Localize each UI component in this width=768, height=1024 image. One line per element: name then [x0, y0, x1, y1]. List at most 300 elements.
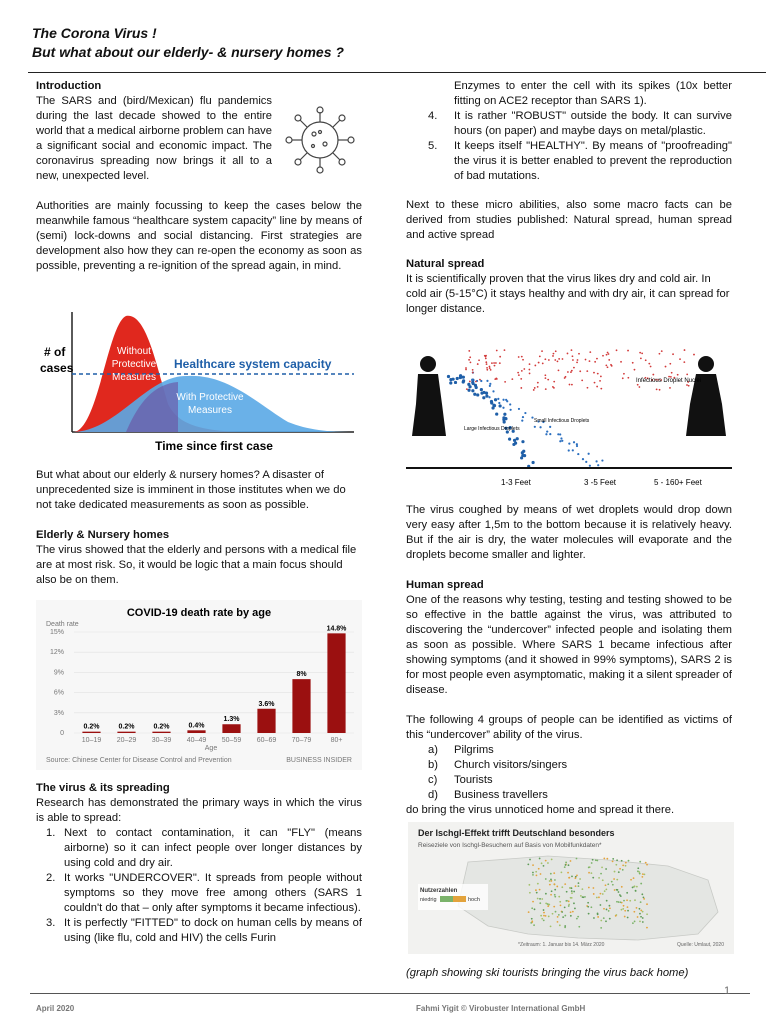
droplet [552, 355, 554, 357]
droplet [572, 449, 574, 451]
map-dot [639, 920, 641, 922]
droplet [573, 367, 575, 369]
map-dot [604, 890, 606, 892]
droplet [518, 374, 520, 376]
droplet [558, 358, 560, 360]
map-dot [555, 911, 557, 913]
map-legend-high: hoch [468, 897, 480, 903]
droplet [599, 380, 601, 382]
droplet [491, 362, 493, 364]
group-item-c [406, 773, 732, 788]
chart-x-tick: 20–29 [116, 737, 137, 744]
authorities-text: Authorities are mainly focussing to keep the cases below the meanwhile famous “healthcare system capacity” line by means of (semi) lock-downs and social distancing. First strategies are development also how they can re-open the economy as soon as possible, preventing a re-ignition of the spread again, in mind. [36, 200, 362, 272]
map-dot [576, 918, 578, 920]
map-dot [571, 892, 573, 894]
droplet [600, 376, 602, 378]
without-label-2: Protective [111, 359, 157, 370]
right-list-block [406, 79, 732, 184]
droplet [511, 378, 513, 380]
map-dot [561, 886, 563, 888]
ischgl-map-figure [408, 822, 734, 954]
map-dot [566, 891, 568, 893]
map-dot [593, 917, 595, 919]
droplet [471, 379, 473, 381]
droplet [477, 363, 479, 365]
spread-item-1-num: 1. [46, 827, 56, 839]
droplet [594, 361, 596, 363]
map-dot [564, 866, 566, 868]
spreading-block [36, 781, 362, 946]
footer-author: Fahmi Yigit © Virobuster International GmbH [416, 1004, 586, 1013]
droplet [521, 419, 523, 421]
droplet [505, 399, 507, 401]
droplet [465, 367, 467, 369]
droplet [467, 389, 470, 392]
map-land [458, 856, 718, 940]
chart-bar [187, 730, 205, 733]
map-dot [600, 927, 602, 929]
droplet [520, 387, 522, 389]
droplet [569, 384, 571, 386]
droplet [632, 362, 634, 364]
without-label-1: Without [117, 346, 151, 357]
map-dot [600, 873, 602, 875]
map-dot [626, 899, 628, 901]
macro-block [406, 198, 732, 243]
chart-bar [117, 732, 135, 733]
droplet [677, 374, 679, 376]
droplet [471, 389, 474, 392]
map-dot [527, 863, 529, 865]
natural-block [406, 257, 732, 317]
droplet [489, 367, 491, 369]
droplet [517, 372, 519, 374]
map-dot [627, 906, 629, 908]
droplet [534, 426, 536, 428]
map-dot [609, 905, 611, 907]
droplet [531, 461, 534, 464]
droplet [568, 449, 570, 451]
droplet [641, 352, 643, 354]
droplet [585, 461, 587, 463]
spread-item-3-num: 3. [46, 917, 56, 929]
droplet [541, 350, 543, 352]
droplet-text: The virus coughed by means of wet droplets would drop down very easy after 1,5m to the bottom because it is relatively heavy. But if the air is dry, the water molecules will evaporate and the droplets become smaller and lighter. [406, 504, 732, 561]
map-dot [603, 858, 605, 860]
droplet [672, 353, 674, 355]
droplet [620, 361, 622, 363]
droplet [498, 402, 500, 404]
droplet [493, 362, 495, 364]
spread-item-5 [406, 139, 732, 184]
map-dot [587, 906, 589, 908]
droplet [597, 464, 599, 466]
map-dot [565, 864, 567, 866]
map-dot [557, 916, 559, 918]
map-dot [558, 914, 560, 916]
droplet [537, 386, 539, 388]
without-label-3: Measures [112, 372, 156, 383]
map-dot [600, 920, 602, 922]
map-dot [637, 916, 639, 918]
chart-y-tick: 6% [53, 689, 64, 697]
droplet [581, 379, 583, 381]
droplet [489, 366, 491, 368]
map-dot [570, 860, 572, 862]
droplet [502, 407, 504, 409]
curve-x-label: Time since first case [155, 439, 273, 453]
map-dot [539, 902, 541, 904]
spread-item-1 [36, 826, 362, 871]
map-dot [592, 877, 594, 879]
map-dot [605, 868, 607, 870]
map-dot [621, 909, 623, 911]
footer-divider [30, 993, 750, 994]
droplet [479, 379, 481, 381]
map-dot [588, 913, 590, 915]
droplet [634, 369, 636, 371]
map-dot [568, 904, 570, 906]
droplet [545, 388, 547, 390]
spread-item-2 [36, 871, 362, 916]
droplet [589, 351, 591, 353]
map-dot [559, 901, 561, 903]
group-item-d [406, 788, 732, 803]
droplet [494, 398, 497, 401]
droplet [559, 440, 561, 442]
map-dot [531, 918, 533, 920]
bring-text: do bring the virus unnoticed home and spread it there. [406, 804, 675, 816]
map-dot [539, 889, 541, 891]
map-dot [593, 893, 595, 895]
distance-1: 1-3 Feet [501, 478, 531, 487]
map-dot [532, 864, 534, 866]
disaster-block [36, 468, 362, 513]
droplet [688, 385, 690, 387]
chart-x-tick: 50–59 [221, 737, 242, 744]
enzymes-text: Enzymes to enter the cell with its spikes (10x better fitting on ACE2 receptor than SARS 1). [454, 80, 732, 107]
map-dot [539, 858, 541, 860]
droplet [495, 377, 497, 379]
chart-y-tick: 15% [49, 629, 64, 636]
map-dot [562, 916, 564, 918]
map-dot [580, 895, 582, 897]
map-svg [408, 822, 734, 954]
map-dot [554, 894, 556, 896]
map-dot [573, 902, 575, 904]
droplet-text-block [406, 503, 732, 563]
chart-x-label: Age [204, 745, 218, 752]
map-dot [572, 911, 574, 913]
chart-y-tick: 0 [60, 730, 64, 737]
droplet [529, 373, 531, 375]
map-dot [606, 900, 608, 902]
droplet [538, 362, 540, 364]
map-dot [550, 925, 552, 927]
group-item-b [406, 758, 732, 773]
map-dot [625, 862, 627, 864]
group-d-letter: d) [428, 789, 438, 801]
right-person-icon [686, 356, 726, 436]
droplet [495, 362, 497, 364]
droplet [576, 445, 578, 447]
map-dot [639, 908, 641, 910]
droplet [466, 388, 468, 390]
map-dot [609, 907, 611, 909]
spread-item-5-num: 5. [428, 140, 438, 152]
droplet [559, 433, 561, 435]
droplet [589, 465, 591, 467]
map-dot [543, 915, 545, 917]
map-dot [611, 881, 613, 883]
map-dot [600, 893, 602, 895]
map-dot [541, 862, 543, 864]
droplet [518, 356, 520, 358]
map-dot [577, 916, 579, 918]
map-dot [581, 888, 583, 890]
map-dot [613, 878, 615, 880]
map-dot [539, 898, 541, 900]
map-dot [615, 915, 617, 917]
droplet [468, 359, 470, 361]
map-dot [620, 901, 622, 903]
map-dot [627, 917, 629, 919]
droplet [659, 353, 661, 355]
human-text: One of the reasons why testing, testing and testing showed to be so effective in the battle against the virus, was attributed to discovering the “undercover” infected people and isolating them as soon as possible. Where SARS 1 became infectious after showing symptoms (and it showed in 99% symptoms), SARS 2 is for most people even asymptomatic, making it a silent spreader of disease. [406, 594, 732, 696]
map-dot [543, 909, 545, 911]
footer-date: April 2020 [36, 1004, 75, 1013]
droplet [488, 396, 490, 398]
droplet [571, 349, 573, 351]
distance-3: 5 - 160+ Feet [654, 478, 702, 487]
droplet [608, 359, 610, 361]
droplet [485, 361, 487, 363]
map-dot [622, 869, 624, 871]
droplet [671, 372, 673, 374]
map-dot [545, 893, 547, 895]
droplet [645, 359, 647, 361]
droplet [494, 365, 496, 367]
map-dot [598, 896, 600, 898]
chart-y-label: Death rate [46, 621, 79, 628]
macro-text: Next to these micro abilities, also some macro facts can be derived from studies published: Natural spread, human spread and active spread [406, 199, 732, 241]
droplet [475, 386, 478, 389]
chart-x-tick: 10–19 [81, 737, 102, 744]
map-dot [554, 879, 556, 881]
label-infectious: Infectious Droplet Nuclei [636, 378, 702, 384]
elderly-text: The virus showed that the elderly and persons with a medical file are at most risk. So, it would be logic that a main focus should also be on them. [36, 544, 357, 586]
chart-bar [327, 633, 345, 733]
droplet [661, 350, 663, 352]
natural-text: It is scientifically proven that the virus likes dry and cold air. In cold air (5-15°C) it stays healthy and with dry air, it can spread for longer distance. [406, 273, 730, 315]
droplet [616, 349, 618, 351]
droplet [547, 379, 549, 381]
droplet [545, 433, 547, 435]
curve-y-label-2: cases [40, 361, 74, 375]
map-dot [645, 862, 647, 864]
map-dot [633, 911, 635, 913]
droplet [456, 377, 459, 380]
droplet [529, 363, 531, 365]
map-dot [606, 858, 608, 860]
map-dot [537, 883, 539, 885]
spread-item-4 [406, 109, 732, 139]
droplet [533, 389, 535, 391]
droplet [665, 366, 667, 368]
map-dot [529, 892, 531, 894]
droplet [486, 380, 488, 382]
map-dot [605, 888, 607, 890]
map-dot [592, 859, 594, 861]
map-dot [616, 859, 618, 861]
chart-data-label: 0.4% [188, 722, 205, 730]
title-divider [28, 72, 766, 73]
map-dot [596, 897, 598, 899]
chart-bar [82, 732, 100, 733]
map-dot [532, 874, 534, 876]
droplet [482, 396, 485, 399]
droplet [544, 374, 546, 376]
droplet [539, 426, 541, 428]
map-dot [641, 876, 643, 878]
map-dot [587, 902, 589, 904]
map-dot [574, 908, 576, 910]
droplet [622, 377, 624, 379]
map-dot [625, 865, 627, 867]
droplet [489, 385, 491, 387]
map-dot [541, 898, 543, 900]
map-dot [618, 891, 620, 893]
chart-y-tick: 12% [49, 649, 64, 657]
droplet [573, 441, 575, 443]
map-dot [547, 862, 549, 864]
droplet [542, 363, 544, 365]
map-dot [547, 905, 549, 907]
droplet [467, 383, 470, 386]
droplet [539, 355, 541, 357]
map-dot [642, 911, 644, 913]
map-dot [640, 883, 642, 885]
map-dot [570, 911, 572, 913]
map-dot [568, 900, 570, 902]
droplet [557, 360, 559, 362]
groups-text: The following 4 groups of people can be identified as victims of this “undercover” ability of the virus. [406, 714, 732, 741]
droplet [571, 370, 573, 372]
map-dot [553, 883, 555, 885]
chart-data-label: 1.3% [223, 716, 240, 724]
map-dot [605, 884, 607, 886]
droplet [504, 381, 506, 383]
map-dot [639, 861, 641, 863]
map-dot [640, 916, 642, 918]
map-dot [621, 860, 623, 862]
map-dot [576, 858, 578, 860]
map-dot [635, 890, 637, 892]
spread-item-3 [36, 916, 362, 946]
map-dot [630, 879, 632, 881]
droplet [572, 359, 574, 361]
map-dot [548, 916, 550, 918]
elderly-heading: Elderly & Nursery homes [36, 529, 170, 541]
map-dot [573, 891, 575, 893]
droplet [523, 368, 525, 370]
map-dot [538, 868, 540, 870]
map-dot [570, 915, 572, 917]
intro-text: The SARS and (bird/Mexican) flu pandemics during the last decade showed to the entire world that a medical airborne problem can have a significant social and economic impact. The coronavirus spreading now brings it all to a new, unexpected level. [36, 95, 272, 182]
map-dot [619, 868, 621, 870]
droplet [518, 408, 520, 410]
droplet [499, 356, 501, 358]
flatten-curve-figure [38, 304, 358, 456]
map-dot [547, 903, 549, 905]
droplet [637, 384, 639, 386]
map-dot [640, 901, 642, 903]
map-dot [531, 920, 533, 922]
map-dot [565, 862, 567, 864]
droplet [555, 350, 557, 352]
droplet [582, 458, 584, 460]
human-block [406, 578, 732, 698]
droplet [544, 358, 546, 360]
droplet [567, 371, 569, 373]
map-dot [637, 867, 639, 869]
map-dot [550, 878, 552, 880]
droplet [587, 387, 589, 389]
map-dot [575, 885, 577, 887]
map-dot [612, 884, 614, 886]
map-dot [590, 906, 592, 908]
chart-x-tick: 80+ [330, 737, 343, 744]
map-dot [622, 864, 624, 866]
map-dot [588, 872, 590, 874]
group-d-text: Business travellers [454, 789, 548, 801]
map-dot [560, 905, 562, 907]
spread-item-4-text: It is rather "ROBUST" outside the body. It can survive hours (on paper) and maybe days on metal/plastic. [454, 110, 732, 137]
droplet [564, 377, 566, 379]
droplet [553, 353, 555, 355]
droplet [504, 349, 506, 351]
droplet [596, 386, 598, 388]
map-dot [554, 889, 556, 891]
droplet [561, 440, 563, 442]
map-dot [582, 896, 584, 898]
map-dot [608, 910, 610, 912]
map-dot [564, 926, 566, 928]
map-dot [615, 864, 617, 866]
droplet [470, 361, 472, 363]
droplet [683, 361, 685, 363]
droplet [499, 362, 501, 364]
droplet [560, 437, 562, 439]
droplet [503, 413, 506, 416]
droplet [589, 360, 591, 362]
droplet [553, 381, 555, 383]
droplet [478, 359, 480, 361]
map-dot [530, 922, 532, 924]
map-dot [642, 917, 644, 919]
droplet [521, 356, 523, 358]
droplet [490, 401, 493, 404]
droplet [557, 433, 559, 435]
map-dot [536, 892, 538, 894]
map-dot [590, 872, 592, 874]
map-dot [593, 887, 595, 889]
droplet [537, 382, 539, 384]
title-line-2: But what about our elderly- & nursery homes ? [32, 44, 344, 60]
map-dot [529, 859, 531, 861]
map-dot [634, 899, 636, 901]
page-title [32, 24, 344, 62]
